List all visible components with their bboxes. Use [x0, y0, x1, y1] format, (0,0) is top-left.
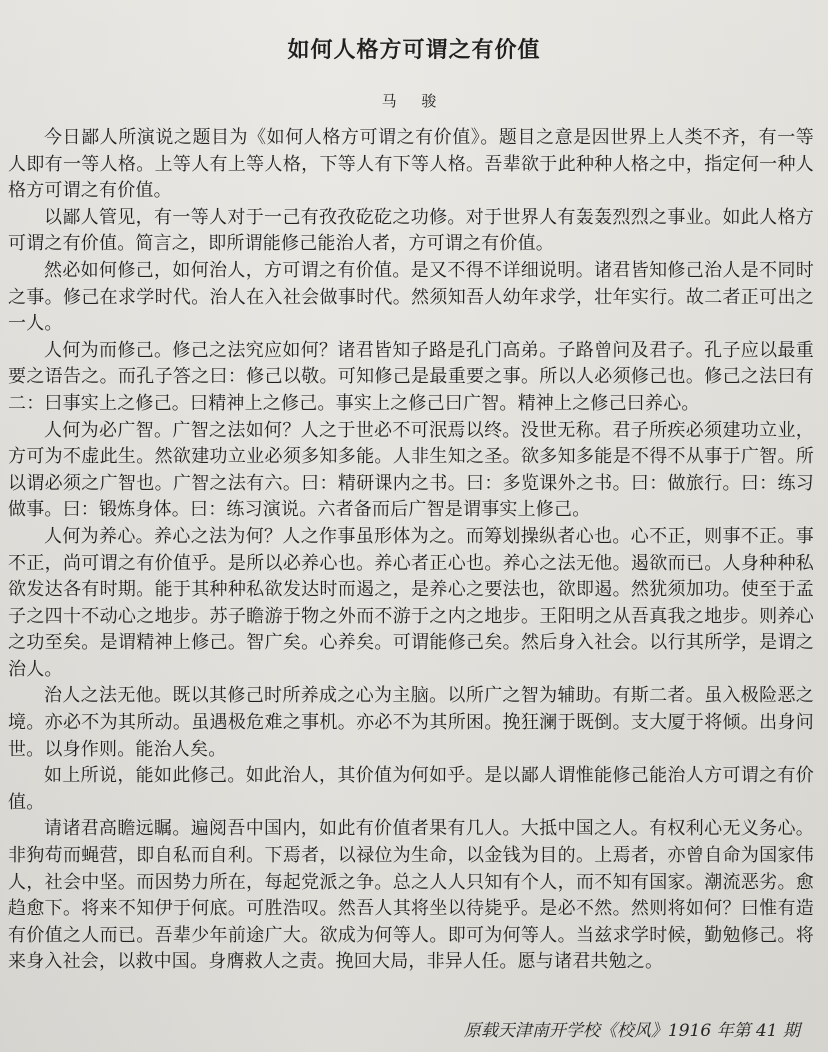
source-note: 原载天津南开学校《校风》1916 年第 41 期: [463, 1021, 800, 1041]
paragraph-6: 人何为养心。养心之法为何？人之作事虽形体为之。而筹划操纵者心也。心不正，则事不正。事不正，尚可谓之有价值乎。是所以必养心也。养心者正心也。养心之法无他。遏欲而已。人身种种私欲发达各有时期。能于其种种私欲发达时而遏之，是养心之要法也，欲即遏。然犹须加功。使至于孟子之四十不动心之地步。苏子瞻游于物之外而不游于之内之地步。王阳明之从吾真我之地步。则养心之功至矣。是谓精神上修己。智广矣。心养矣。可谓能修己矣。然后身入社会。以行其所学，是谓之治人。: [8, 525, 814, 680]
paragraph-4: 人何为而修己。修己之法究应如何？诸君皆知子路是孔门高弟。子路曾问及君子。孔子应以最重要之语告之。而孔子答之曰：修己以敬。可知修己是最重要之事。所以人必须修己也。修己之法曰有二：曰事实上之修己。曰精神上之修己。事实上之修己曰广智。精神上之修己曰养心。: [8, 339, 814, 414]
article-author: 马 骏: [381, 92, 447, 110]
article-title: 如何人格方可谓之有价值: [287, 38, 541, 63]
paragraph-5: 人何为必广智。广智之法如何？人之于世必不可泯焉以终。没世无称。君子所疾必须建功立业，方可为不虚此生。然欲建功立业必须多知多能。人非生知之圣。欲多知多能是不得不从事于广智。所以谓必须之广智也。广智之法有六。曰：精研课内之书。曰：多览课外之书。曰：做旅行。曰：练习做事。曰：锻炼身体。曰：练习演说。六者备而后广智是谓事实上修己。: [8, 419, 814, 521]
paragraph-7: 治人之法无他。既以其修己时所养成之心为主脑。以所广之智为辅助。有斯二者。虽入极险恶之境。亦必不为其所动。虽遇极危难之事机。亦必不为其所困。挽狂澜于既倒。支大厦于将倾。出身问世。以身作则。能治人矣。: [8, 685, 814, 760]
paragraph-3: 然必如何修己，如何治人，方可谓之有价值。是又不得不详细说明。诸君皆知修己治人是不同时之事。修己在求学时代。治人在入社会做事时代。然须知吾人幼年求学，壮年实行。故二者正可出之一人。: [8, 259, 814, 335]
article-body: [8, 125, 814, 976]
paragraph-8: 如上所说，能如此修己。如此治人，其价值为何如乎。是以鄙人谓惟能修己能治人方可谓之有价值。: [8, 765, 814, 813]
paragraph-1: 今日鄙人所演说之题目为《如何人格方可谓之有价值》。题目之意是因世界上人类不齐，有一等人即有一等人格。上等人有上等人格，下等人有下等人格。吾辈欲于此种种人格之中，指定何一种人格方可谓之有价值。: [8, 127, 814, 202]
paragraph-2: 以鄙人管见，有一等人对于一己有孜孜矻矻之功修。对于世界人有轰轰烈烈之事业。如此人格方可谓之有价值。简言之，即所谓能修己能治人者，方可谓之有价值。: [8, 206, 814, 255]
paragraph-9: 请诸君高瞻远瞩。遍阅吾中国内，如此有价值者果有几人。大抵中国之人。有权利心无义务心。非狗苟而蝇营，即自私而自利。下焉者，以禄位为生命，以金钱为目的。上焉者，亦曾自命为国家伟人，社会中坚。而因势力所在，每起党派之争。总之人人只知有个人，而不知有国家。潮流恶劣。愈趋愈下。将来不知伊于何底。可胜浩叹。然吾人其将坐以待毙乎。是必不然。然则将如何？曰惟有造有价值之人而已。吾辈少年前途广大。欲成为何等人。即可为何等人。当兹求学时候，勤勉修己。将来身入社会，以救中国。身膺救人之责。挽回大局，非异人任。愿与诸君共勉之。: [8, 818, 814, 973]
